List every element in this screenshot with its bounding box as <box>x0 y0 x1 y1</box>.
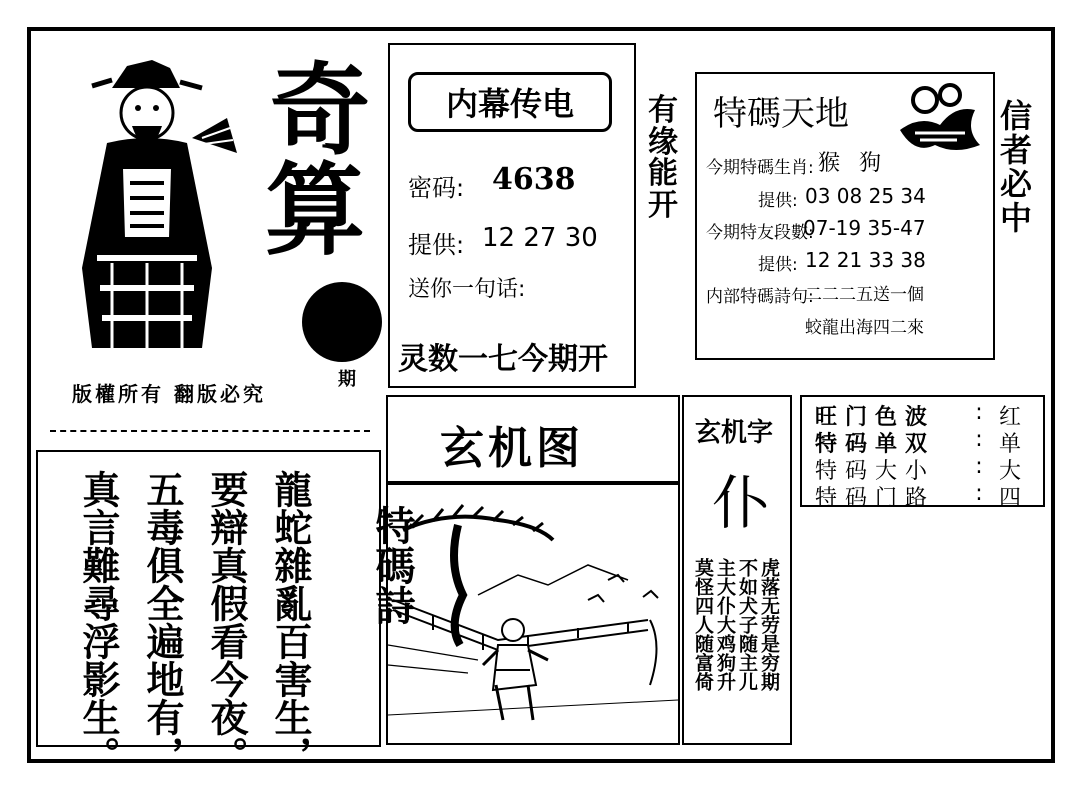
shiju-line2: 蛟龍出海四二來 <box>805 318 924 338</box>
wangmen-key: 特码门路 <box>815 486 936 511</box>
side-right-char: 中 <box>1000 198 1033 237</box>
tigong-value: 12 27 30 <box>482 223 598 253</box>
wangmen-sep: : <box>975 427 983 452</box>
shengxiao-value: 猴 狗 <box>818 151 887 176</box>
shiju-label: 内部特碼詩句: <box>706 287 814 307</box>
duanshu-label: 今期特友段數: <box>706 223 814 243</box>
xuanjizi-verse-column: 虎落无劳是穷期 <box>758 558 780 691</box>
poem-column: 五毒俱全遍地有， <box>139 470 184 774</box>
wangmen-value: 红 <box>998 405 1021 430</box>
wangmen-value: 四 <box>998 486 1021 511</box>
wangmen-sep: : <box>975 400 983 425</box>
wangmen-row <box>815 481 1030 512</box>
side-text-right <box>1000 97 1033 237</box>
wangmen-value: 单 <box>998 432 1021 457</box>
title-char-qi: 奇 <box>270 51 370 169</box>
wangmen-value: 大 <box>998 459 1021 484</box>
wangmen-sep: : <box>975 454 983 479</box>
tigong2-label: 提供: <box>758 255 798 275</box>
black-circle-decoration <box>302 282 382 362</box>
side-left-char: 缘 <box>648 124 678 160</box>
side-left-char: 能 <box>648 156 678 191</box>
xuanjizi-title: 玄机字 <box>695 418 774 448</box>
mima-value: 4638 <box>492 162 576 197</box>
xuanjizi-char: 仆 <box>712 469 771 537</box>
issue-label: 期 <box>338 369 356 390</box>
poem-column: 要辯真假看今夜。 <box>203 470 248 774</box>
tigong1-value: 03 08 25 34 <box>805 184 926 208</box>
poem-title: 特碼詩 <box>369 505 415 625</box>
tigong2-value: 12 21 33 38 <box>805 248 926 272</box>
saying-text: 灵数一七今期开 <box>398 342 608 377</box>
duanshu-value: 07-19 35-47 <box>803 216 926 240</box>
tigong1-label: 提供: <box>758 191 798 211</box>
tigong-label: 提供: <box>408 231 465 259</box>
shengxiao-label: 今期特碼生肖: <box>706 158 814 178</box>
neimu-title: 内幕传电 <box>408 72 612 132</box>
poem-column: 龍蛇雜亂百害生， <box>267 470 312 774</box>
shiju-line1: 二二二五送一個 <box>805 285 924 305</box>
side-left-char: 开 <box>648 187 678 223</box>
xuanjizi-verse-column: 不如犬子随主儿 <box>736 558 758 691</box>
title-char-suan: 算 <box>265 151 365 269</box>
tema-title: 特碼天地 <box>713 94 849 134</box>
xuanjitu-title: 玄机图 <box>440 423 584 474</box>
side-right-char: 必 <box>1000 164 1033 203</box>
side-right-char: 信 <box>1000 97 1033 135</box>
mima-label: 密码: <box>408 174 465 202</box>
side-left-char: 有 <box>648 93 678 128</box>
wangmen-key: 特码单双 <box>815 432 936 457</box>
deity-portrait-image <box>52 58 242 358</box>
xuanjizi-verse <box>694 558 786 691</box>
xuanjizi-verse-column: 莫怪四人随富倚 <box>692 558 714 691</box>
dashed-divider <box>50 430 370 432</box>
wangmen-key: 特码大小 <box>815 459 936 484</box>
songni-label: 送你一句话: <box>408 277 526 302</box>
side-text-left <box>648 95 678 221</box>
xuanjitu-illustration <box>388 485 678 743</box>
poem-column: 真言難尋浮影生。 <box>75 470 120 774</box>
copyright-text: 版權所有 翻版必究 <box>72 382 266 406</box>
wangmen-key: 旺门色波 <box>815 405 936 430</box>
xuanjizi-verse-column: 主大仆大鸡狗升 <box>714 558 736 691</box>
flower-icon <box>895 75 985 160</box>
side-right-char: 者 <box>1000 130 1033 169</box>
wangmen-sep: : <box>975 481 983 506</box>
